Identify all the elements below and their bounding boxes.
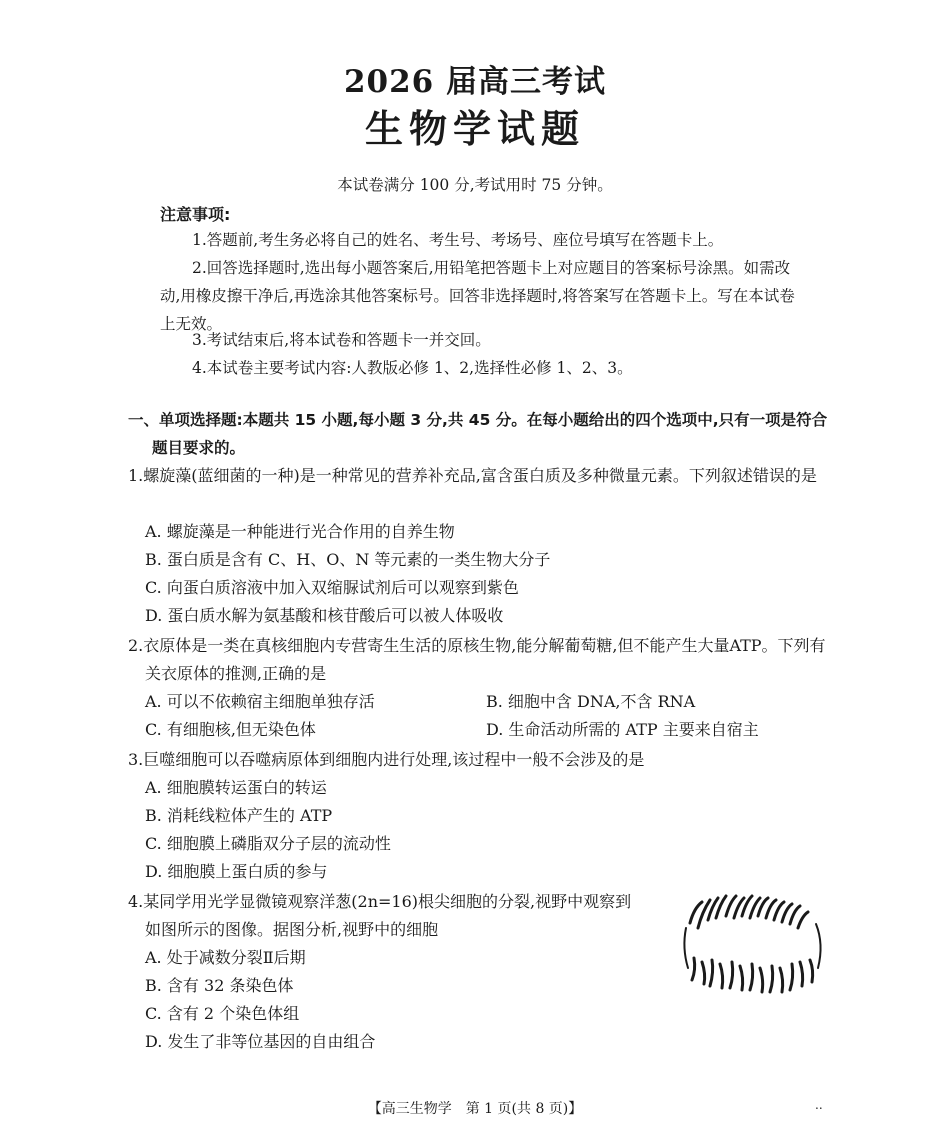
question-1-option-d: D. 蛋白质水解为氨基酸和核苷酸后可以被人体吸收 [145,606,504,625]
subject-title: 生物学试题 [364,106,585,151]
question-4-option-b: B. 含有 32 条染色体 [145,976,294,995]
question-2-option-c: C. 有细胞核,但无染色体 [145,720,316,739]
question-3-option-b: B. 消耗线粒体产生的 ATP [145,806,333,825]
exam-title: 2026 届高三考试 [343,64,607,100]
notice-item: 4.本试卷主要考试内容:人教版必修 1、2,选择性必修 1、2、3。 [192,359,633,377]
question-2-option-a: A. 可以不依赖宿主细胞单独存活 [145,692,375,711]
chromosome-anaphase-figure [680,888,828,998]
notice-item: 3.考试结束后,将本试卷和答题卡一并交回。 [192,331,491,349]
section-heading: 一、单项选择题:本题共 15 小题,每小题 3 分,共 45 分。在每小题给出的四个选项中,只有一项是符合题目要求的。 [128,411,828,457]
page-footer: 【高三生物学 第 1 页(共 8 页)】 [367,1101,583,1117]
question-1-option-b: B. 蛋白质是含有 C、H、O、N 等元素的一类生物大分子 [145,550,551,569]
notice-item: 2.回答选择题时,选出每小题答案后,用铅笔把答题卡上对应题目的答案标号涂黑。如需改动,用橡皮擦干净后,再选涂其他答案标号。回答非选择题时,将答案写在答题卡上。写在本试卷上无效。 [160,259,795,333]
question-4-option-c: C. 含有 2 个染色体组 [145,1004,300,1023]
question-1-stem: 1.螺旋藻(蓝细菌的一种)是一种常见的营养补充品,富含蛋白质及多种微量元素。下列叙述错误的是 [128,466,817,485]
question-4-option-a: A. 处于减数分裂Ⅱ后期 [145,948,306,967]
exam-intro: 本试卷满分 100 分,考试用时 75 分钟。 [337,176,613,194]
question-4-option-d: D. 发生了非等位基因的自由组合 [145,1032,376,1051]
notice-title: 注意事项: [160,205,231,224]
notice-item: 1.答题前,考生务必将自己的姓名、考生号、考场号、座位号填写在答题卡上。 [192,231,724,249]
question-3-option-c: C. 细胞膜上磷脂双分子层的流动性 [145,834,391,853]
question-3-option-d: D. 细胞膜上蛋白质的参与 [145,862,328,881]
question-4-stem: 4.某同学用光学显微镜观察洋葱(2n=16)根尖细胞的分裂,视野中观察到 [128,892,632,911]
question-2-stem: 2.衣原体是一类在真核细胞内专营寄生生活的原核生物,能分解葡萄糖,但不能产生大量ATP。下列有关衣原体的推测,正确的是 [128,636,826,683]
question-3-option-a: A. 细胞膜转运蛋白的转运 [145,778,327,797]
question-4-stem-cont: 如图所示的图像。据图分析,视野中的细胞 [145,920,439,939]
question-3-stem: 3.巨噬细胞可以吞噬病原体到细胞内进行处理,该过程中一般不会涉及的是 [128,750,645,769]
question-1-option-c: C. 向蛋白质溶液中加入双缩脲试剂后可以观察到紫色 [145,578,519,597]
question-2-option-d: D. 生命活动所需的 ATP 主要来自宿主 [486,720,759,739]
footer-mark: .. [815,1098,823,1112]
question-2-option-b: B. 细胞中含 DNA,不含 RNA [486,692,696,711]
question-1-option-a: A. 螺旋藻是一种能进行光合作用的自养生物 [145,522,455,541]
